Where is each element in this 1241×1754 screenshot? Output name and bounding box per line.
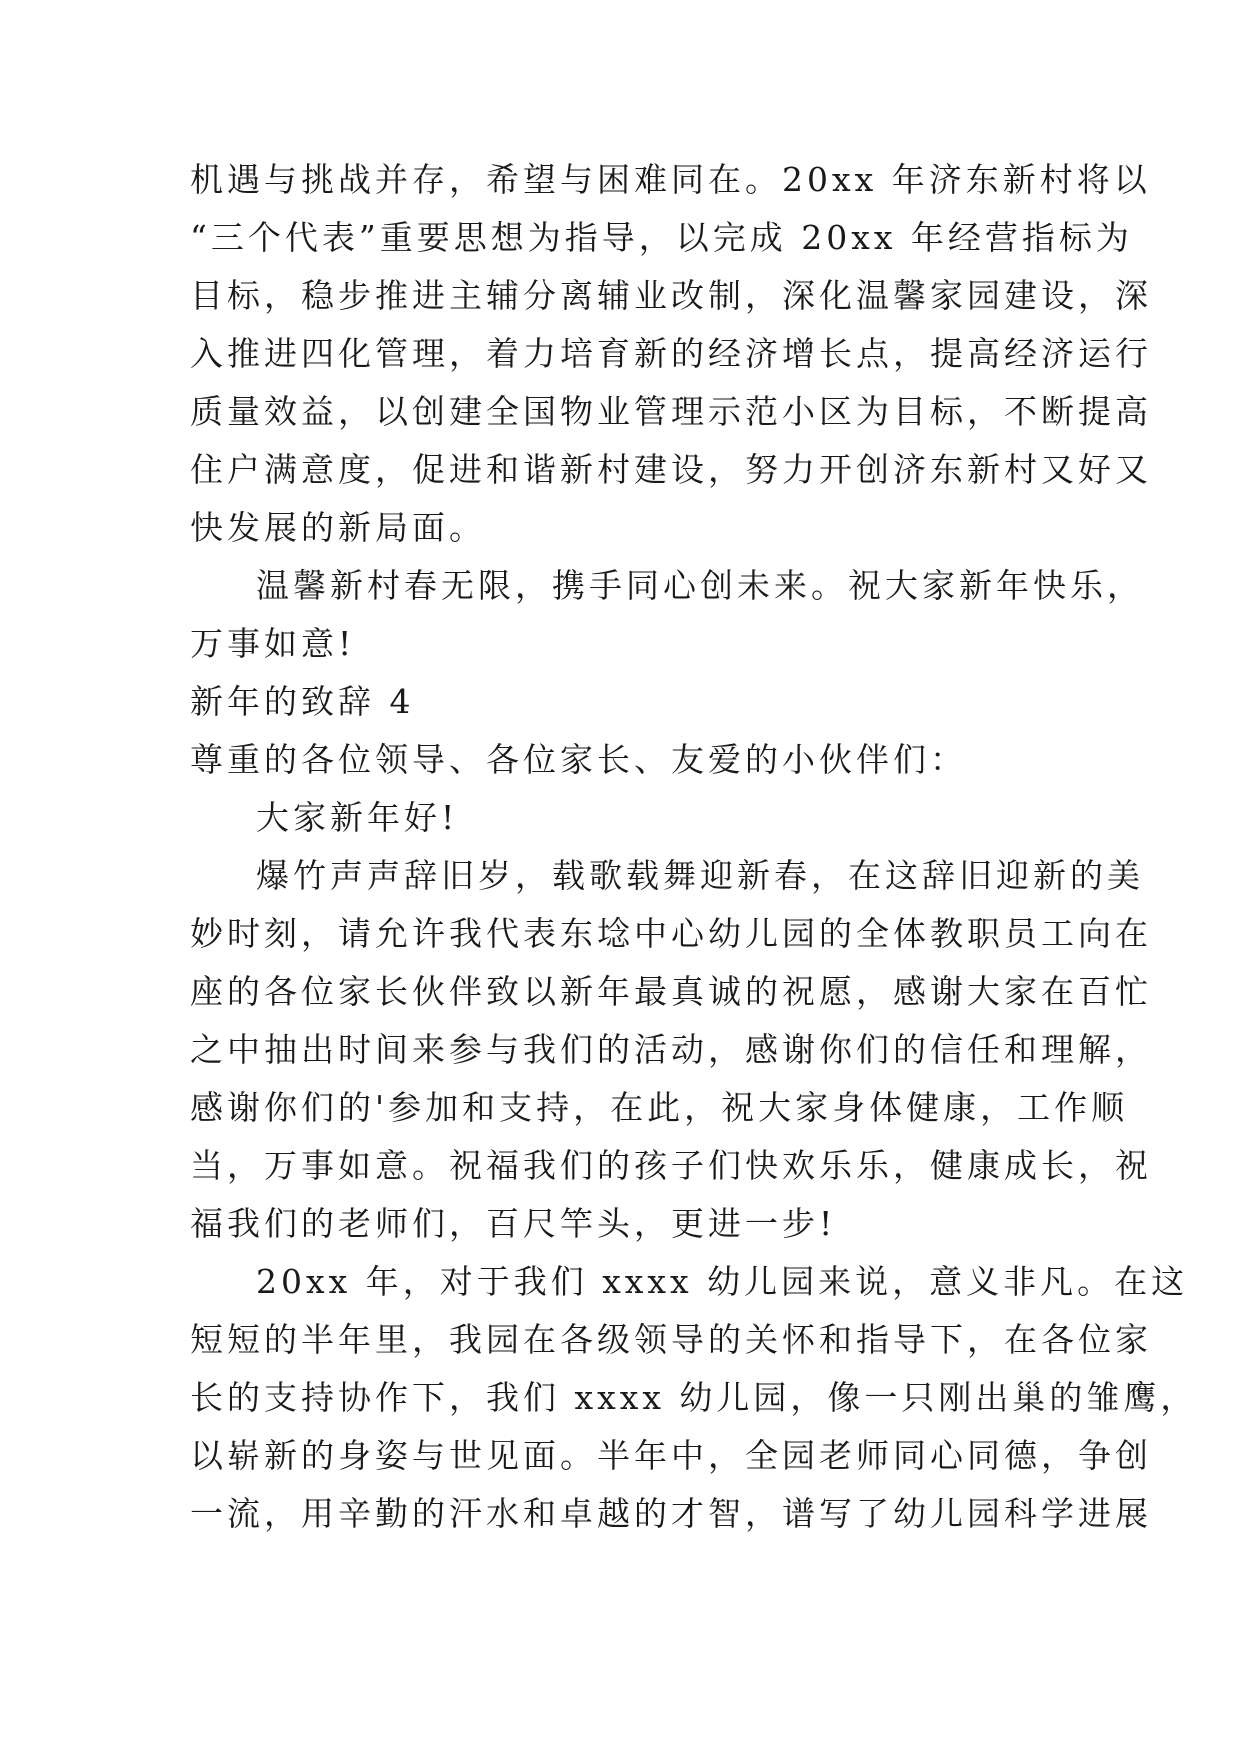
section-heading: 新年的致辞 4 <box>190 682 415 721</box>
text-line: 入推进四化管理，着力培育新的经济增长点，提高经济运行 <box>190 334 1152 373</box>
paragraph-first-line: 20xx 年，对于我们 xxxx 幼儿园来说，意义非凡。在这 <box>256 1262 1189 1301</box>
paragraph-first-line: 爆竹声声辞旧岁，载歌载舞迎新春，在这辞旧迎新的美 <box>256 856 1144 895</box>
text-line: 一流，用辛勤的汗水和卓越的才智，谱写了幼儿园科学进展 <box>190 1494 1152 1533</box>
greeting: 大家新年好! <box>256 798 459 837</box>
text-line: 之中抽出时间来参与我们的活动，感谢你们的信任和理解， <box>190 1030 1152 1069</box>
text-line: 福我们的老师们，百尺竿头，更进一步! <box>190 1204 837 1243</box>
text-line: 机遇与挑战并存，希望与困难同在。20xx 年济东新村将以 <box>190 160 1151 199</box>
text-line: 短短的半年里，我园在各级领导的关怀和指导下，在各位家 <box>190 1320 1152 1359</box>
text-line: 以崭新的身姿与世见面。半年中，全园老师同心同德，争创 <box>190 1436 1152 1475</box>
text-line: 妙时刻，请允许我代表东埝中心幼儿园的全体教职员工向在 <box>190 914 1152 953</box>
paragraph-first-line: 温馨新村春无限，携手同心创未来。祝大家新年快乐， <box>256 566 1144 605</box>
text-line: 感谢你们的'参加和支持，在此，祝大家身体健康，工作顺 <box>190 1088 1129 1127</box>
text-line: 质量效益，以创建全国物业管理示范小区为目标，不断提高 <box>190 392 1152 431</box>
text-line: 当，万事如意。祝福我们的孩子们快欢乐乐，健康成长，祝 <box>190 1146 1152 1185</box>
text-line: 目标，稳步推进主辅分离辅业改制，深化温馨家园建设，深 <box>190 276 1152 315</box>
text-line: 快发展的新局面。 <box>190 508 486 547</box>
text-line: “三个代表”重要思想为指导，以完成 20xx 年经营指标为 <box>190 218 1133 257</box>
text-line: 万事如意! <box>190 624 356 663</box>
text-line: 长的支持协作下，我们 xxxx 幼儿园，像一只刚出巢的雏鹰， <box>190 1378 1198 1417</box>
salutation: 尊重的各位领导、各位家长、友爱的小伙伴们： <box>190 740 967 779</box>
text-line: 住户满意度，促进和谐新村建设，努力开创济东新村又好又 <box>190 450 1152 489</box>
text-line: 座的各位家长伙伴致以新年最真诚的祝愿，感谢大家在百忙 <box>190 972 1152 1011</box>
